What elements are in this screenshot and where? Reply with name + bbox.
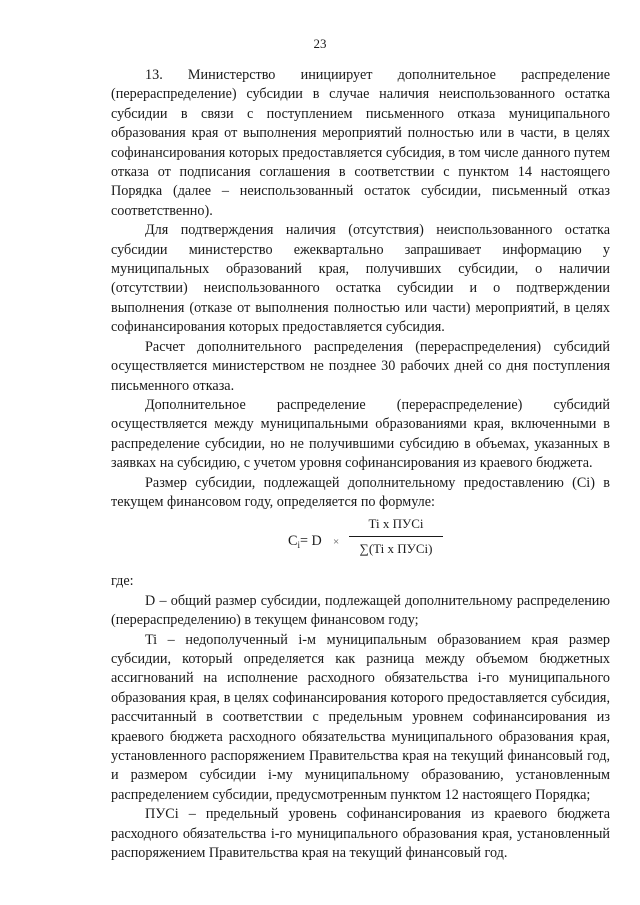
formula-numerator: Ti x ПУСi (368, 516, 424, 532)
paragraph-calculation: Расчет дополнительного распределения (перераспределения) субсидий осуществляется министерством не позднее 30 рабочих дней со дня поступления письменного отказа. (111, 338, 610, 394)
definition-D: D – общий размер субсидии, подлежащей дополнительному распределению (перераспределению) в текущем финансовом году; (111, 592, 610, 629)
definition-PUS: ПУСi – предельный уровень софинансирования из краевого бюджета расходного обязательства i-го муниципального образования края, установленный распоряжением Правительства края на текущий финансовый год. (111, 806, 610, 862)
formula (111, 512, 610, 572)
formula-lhs: $C_i= D$ (288, 533, 322, 551)
definition-Ti: Ti – недополученный i-м муниципальным образованием края размер субсидии, который определяется как разница между объемом бюджетных ассигнований на исполнение расходного обязательства i-го муниципального образования края, в целях софинансирования которого предоставляется субсидия, рассчитанный в соответствии с предельным уровнем софинансирования из краевого бюджета расходного обязательства муниципального образования края, установленного распоряжением Правительства края на текущий финансовый год, и размером субсидии i-му муниципальному образованию, установленным распределением субсидии, предусмотренным пунктом 12 настоящего Порядка; (111, 631, 610, 803)
formula-fraction (349, 514, 443, 559)
paragraph-subsidy-size: Размер субсидии, подлежащей дополнительному предоставлению (Сi) в текущем финансовом году, определяется по формуле: (111, 474, 610, 510)
fraction-bar (349, 536, 443, 537)
where-label: где: (111, 573, 134, 590)
paragraph-confirmation: Для подтверждения наличия (отсутствия) неиспользованного остатка субсидии министерство ежеквартально запрашивает информацию у муниципальных образований края, получивших субсидии, о наличии (отсутствии) неиспользованного остатка субсидии и о подтверждении выполнения (отказе от выполнения полностью или части) мероприятий, в целях софинансирования которых предоставляется субсидия. (111, 222, 610, 336)
page-number: 23 (313, 36, 327, 51)
paragraph-additional-distribution: Дополнительное распределение (перераспределение) субсидий осуществляется между муниципальными образованиями края, включенными в распределение субсидии, но не получившими субсидию в объемах, указанных в заявках на субсидию, с учетом уровня софинансирования из краевого бюджета. (111, 396, 610, 472)
formula-times-sign: × (333, 536, 340, 549)
document-body (111, 66, 610, 863)
paragraph-13: 13. Министерство инициирует дополнительное распределение (перераспределение) субсидии в случае наличия неиспользованного остатка субсидии в связи с поступлением письменного отказа муниципального образования края от выполнения мероприятий полностью или в части, в целях софинансирования которых предоставляется субсидия, в том числе данного путем отказа от подписания соглашения в соответствии с пунктом 14 настоящего Порядка (далее – неиспользованный остаток субсидии, письменный отказ соответственно). (111, 67, 611, 219)
formula-denominator: ∑(Ti x ПУСi) (359, 541, 433, 557)
